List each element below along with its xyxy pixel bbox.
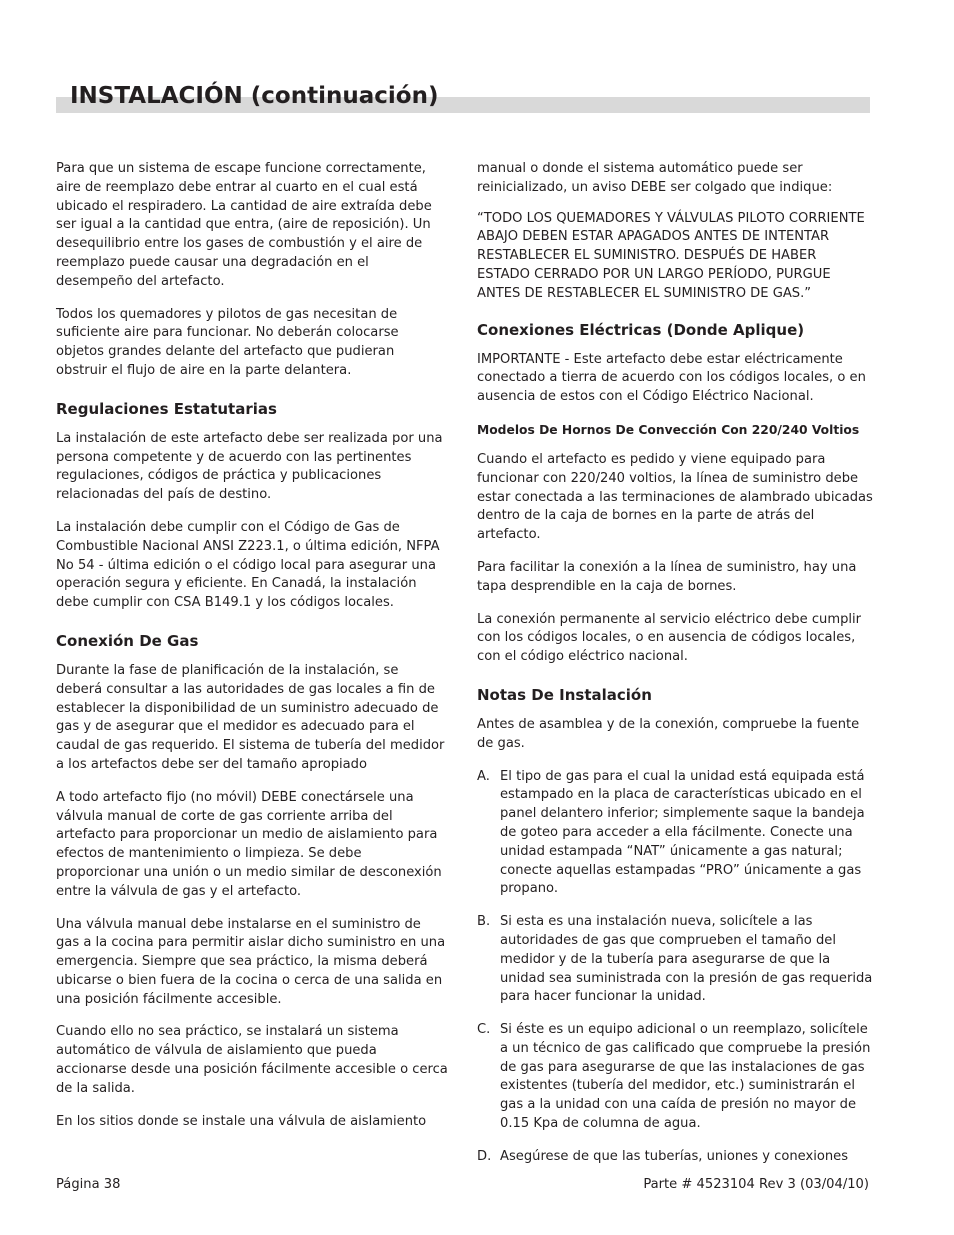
list-item	[477, 913, 873, 1007]
paragraph: Todos los quemadores y pilotos de gas necesitan de suficiente aire para funcionar. No deberán colocarse objetos grandes delante del artefacto que pudieran obstruir el flujo de aire en la parte delantera.	[56, 306, 399, 378]
paragraph: En los sitios donde se instale una válvula de aislamiento	[56, 1113, 427, 1129]
list-text: Asegúrese de que las tuberías, uniones y conexiones	[500, 1148, 849, 1164]
list-item	[477, 768, 873, 900]
paragraph: La instalación de este artefacto debe ser realizada por una persona competente y de acuerdo con las pertinentes regulaciones, códigos de práctica y publicaciones relacionadas del país de destino.	[56, 430, 443, 503]
left-column	[56, 160, 448, 1145]
paragraph: Antes de asamblea y de la conexión, compruebe la fuente de gas.	[477, 716, 860, 751]
part-number: Parte # 4523104 Rev 3 (03/04/10)	[643, 1177, 869, 1192]
paragraph: Una válvula manual debe instalarse en el suministro de gas a la cocina para permitir aislar dicho suministro en una emergencia. Siempre que sea práctico, la misma deberá ubicarse o bien fuera de la cocina o cerca de una salida en una posición fácilmente accesible.	[56, 916, 446, 1007]
list-text: Si esta es una instalación nueva, solicítele a las autoridades de gas que comprueben el tamaño del medidor y de la tubería para asegurarse de que la unidad sea suministrada con la presión de gas requerida para hacer funcionar la unidad.	[500, 914, 873, 1005]
section-heading-regulaciones: Regulaciones Estatutarias	[56, 399, 277, 418]
section-heading-conexion-gas: Conexión De Gas	[56, 631, 199, 650]
paragraph: IMPORTANTE - Este artefacto debe estar eléctricamente conectado a tierra de acuerdo con los códigos locales, o en ausencia de estos con el Código Eléctrico Nacional.	[477, 351, 866, 405]
list-text: El tipo de gas para el cual la unidad está equipada está estampado en la placa de características ubicado en el panel delantero inferior; simplemente saque la bandeja de goteo para acceder a ella fácilmente. Conecte una unidad estampada “NAT” únicamente a gas natural; conecte aquellas estampadas “PRO” únicamente a gas propano.	[500, 768, 865, 897]
list-item	[477, 1148, 873, 1167]
list-letter: D.	[477, 1148, 492, 1164]
paragraph: A todo artefacto fijo (no móvil) DEBE conectársele una válvula manual de corte de gas corriente arriba del artefacto para proporcionar un medio de aislamiento para efectos de mantenimiento o limpieza. Se debe proporcionar una unión o un medio similar de desconexión entre la válvula de gas y el artefacto.	[56, 789, 442, 899]
paragraph: Cuando el artefacto es pedido y viene equipado para funcionar con 220/240 voltios, la línea de suministro debe estar conectada a las terminaciones de alambrado ubicadas dentro de la caja de bornes en la parte de atrás del artefacto.	[477, 451, 873, 543]
paragraph: Para que un sistema de escape funcione correctamente, aire de reemplazo debe entrar al cuarto en el cual está ubicado el respiradero. La cantidad de aire extraída debe ser igual a la cantidad que entra, (aire de reposición). Un desequilibrio entre los gases de combustión y el aire de reemplazo puede causar una degradación en el desempeño del artefacto.	[56, 161, 432, 289]
section-heading-notas: Notas De Instalación	[477, 685, 652, 704]
paragraph: Para facilitar la conexión a la línea de suministro, hay una tapa desprendible en la caja de bornes.	[477, 559, 857, 594]
list-letter: C.	[477, 1022, 491, 1038]
list-text: Si éste es un equipo adicional o un reemplazo, solicítele a un técnico de gas calificado que compruebe la presión de gas para asegurarse de que las instalaciones de gas existentes (tubería del medidor, etc.) suministrarán el gas a la unidad con una caída de presión no mayor de 0.15 Kpa de columna de agua.	[500, 1022, 871, 1132]
warning-notice: “TODO LOS QUEMADORES Y VÁLVULAS PILOTO CORRIENTE ABAJO DEBEN ESTAR APAGADOS ANTES DE INTENTAR RESTABLECER EL SUMINISTRO. DESPUÉS DE HABER ESTADO CERRADO POR UN LARGO PERÍODO, PURGUE ANTES DE RESTABLECER EL SUMINISTRO DE GAS.”	[477, 210, 865, 301]
subheading-modelos: Modelos De Hornos De Convección Con 220/240 Voltios	[477, 422, 860, 437]
list-letter: B.	[477, 914, 491, 930]
paragraph: La instalación debe cumplir con el Código de Gas de Combustible Nacional ANSI Z223.1, o última edición, NFPA No 54 - última edición o el código local para asegurar una operación segura y eficiente. En Canadá, la instalación debe cumplir con CSA B149.1 y los códigos locales.	[56, 519, 440, 611]
page-title: INSTALACIÓN (continuación)	[70, 83, 439, 109]
list-item	[477, 1021, 873, 1134]
paragraph: Durante la fase de planificación de la instalación, se deberá consultar a las autoridades de gas locales a fin de establecer la disponibilidad de un suministro adecuado de gas y de asegurar que el medidor es adecuado para el caudal de gas requerido. El sistema de tubería del medidor a los artefactos debe ser del tamaño apropiado	[56, 662, 445, 772]
paragraph: La conexión permanente al servicio eléctrico debe cumplir con los códigos locales, o en ausencia de códigos locales, con el código eléctrico nacional.	[477, 611, 862, 665]
right-column	[477, 160, 873, 1181]
page-number: Página 38	[56, 1177, 121, 1192]
list-letter: A.	[477, 768, 490, 784]
paragraph: Cuando ello no sea práctico, se instalará un sistema automático de válvula de aislamiento que pueda accionarse desde una posición fácilmente accesible o cerca de la salida.	[56, 1024, 448, 1096]
paragraph: manual o donde el sistema automático puede ser reinicializado, un aviso DEBE ser colgado que indique:	[477, 161, 833, 195]
section-heading-electricas: Conexiones Eléctricas (Donde Aplique)	[477, 320, 805, 339]
